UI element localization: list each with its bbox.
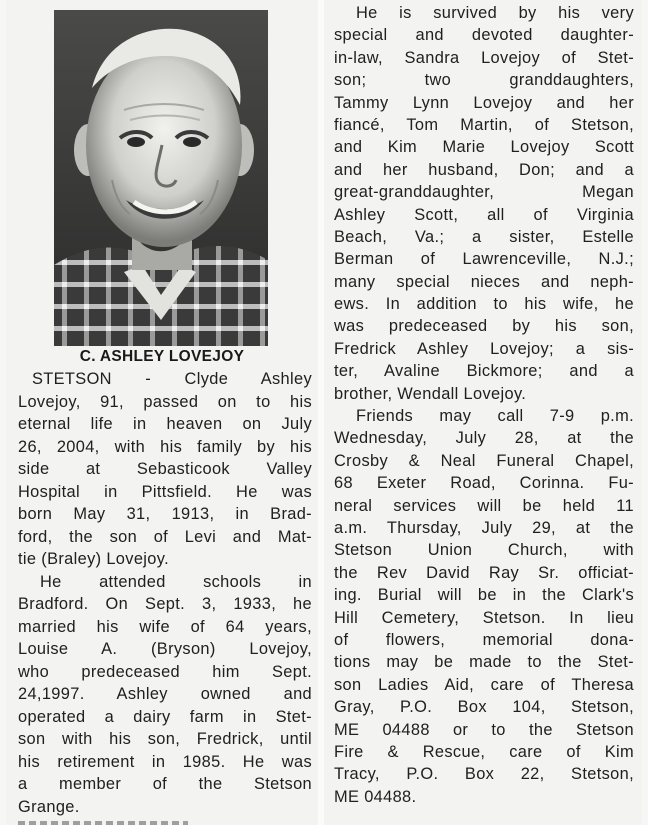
text-line: eternal life in heaven on July (18, 415, 312, 433)
text-line: Gray, P.O. Box 104, Stetson, (334, 698, 634, 717)
text-line: ME 04488. (334, 787, 417, 806)
text-line: great-granddaughter, Megan (334, 183, 634, 202)
right-column-text (334, 2, 634, 808)
left-column (6, 0, 318, 825)
left-column-text (18, 368, 312, 818)
text-line: a.m. Thursday, July 29, at the (334, 518, 634, 537)
text-line: Tracy, P.O. Box 22, Stetson, (334, 765, 634, 784)
portrait-photo (54, 10, 268, 346)
text-line: neral services will be held 11 (334, 496, 634, 515)
text-line: married his wife of 64 years, (18, 617, 312, 636)
text-line: was predeceased by his son, (334, 317, 634, 336)
text-line: Beach, Va.; a sister, Estelle (334, 227, 634, 246)
right-column (324, 0, 642, 825)
text-line: STETSON - Clyde Ashley (32, 370, 312, 388)
text-line: Tammy Lynn Lovejoy and her (334, 93, 634, 112)
text-line: ing. Burial will be in the Clark's (334, 586, 634, 605)
text-line: fiancé, Tom Martin, of Stetson, (334, 115, 634, 134)
text-line: and her husband, Don; and a (334, 160, 634, 179)
text-line: He is survived by his very (356, 4, 634, 22)
text-line: ME 04488 or to the Stetson (334, 720, 634, 739)
text-line: He attended schools in (40, 572, 312, 591)
text-line: 24,1997. Ashley owned and (18, 685, 312, 703)
text-line: son; two granddaughters, (334, 71, 634, 90)
cut-off-text-line (18, 818, 218, 825)
text-line: Fredrick Ashley Lovejoy; a sis- (334, 339, 634, 358)
text-line: Berman of Lawrenceville, N.J.; (334, 250, 634, 269)
text-line: who predeceased him Sept. (18, 662, 312, 681)
text-line: Grange. (18, 797, 80, 816)
text-line: operated a dairy farm in Stet- (18, 707, 312, 726)
text-line: Ashley Scott, all of Virginia (334, 205, 634, 224)
text-line: and Kim Marie Lovejoy Scott (334, 138, 634, 157)
text-line: Louise A. (Bryson) Lovejoy, (18, 640, 312, 658)
text-line: special and devoted daughter- (334, 26, 634, 45)
text-line: Fire & Rescue, care of Kim (334, 742, 634, 761)
text-line: the Rev David Ray Sr. officiat- (334, 563, 634, 582)
text-line: ews. In addition to his wife, he (334, 295, 634, 314)
text-line: in-law, Sandra Lovejoy of Stet- (334, 48, 634, 67)
text-line: 68 Exeter Road, Corinna. Fu- (334, 474, 634, 493)
photo-caption: C. ASHLEY LOVEJOY (79, 348, 245, 365)
text-line: of flowers, memorial dona- (334, 630, 634, 649)
text-line: son with his son, Fredrick, until (18, 730, 312, 748)
text-line: Stetson Union Church, with (334, 541, 634, 560)
text-line: Hill Cemetery, Stetson. In lieu (334, 608, 634, 627)
text-line: ford, the son of Levi and Mat- (18, 527, 312, 546)
text-line: Hospital in Pittsfield. He was (18, 482, 312, 501)
text-line: tions may be made to the Stet- (334, 653, 634, 672)
text-line: Wednesday, July 28, at the (334, 429, 634, 448)
text-line: his retirement in 1985. He was (18, 752, 312, 771)
text-line: son Ladies Aid, care of Theresa (334, 675, 634, 694)
text-line: many special nieces and neph- (334, 272, 634, 291)
text-line: 26, 2004, with his family by his (18, 437, 312, 456)
text-line: a member of the Stetson (18, 775, 312, 793)
text-line: Crosby & Neal Funeral Chapel, (334, 451, 634, 470)
text-line: ter, Avaline Bickmore; and a (334, 362, 634, 381)
text-line: Friends may call 7-9 p.m. (356, 407, 634, 426)
text-line: born May 31, 1913, in Brad- (18, 505, 312, 523)
text-line: brother, Wendall Lovejoy. (334, 384, 527, 403)
text-line: Bradford. On Sept. 3, 1933, he (18, 595, 312, 613)
text-line: side at Sebasticook Valley (18, 460, 312, 478)
text-line: Lovejoy, 91, passed on to his (18, 392, 312, 411)
text-line: tie (Braley) Lovejoy. (18, 550, 169, 568)
